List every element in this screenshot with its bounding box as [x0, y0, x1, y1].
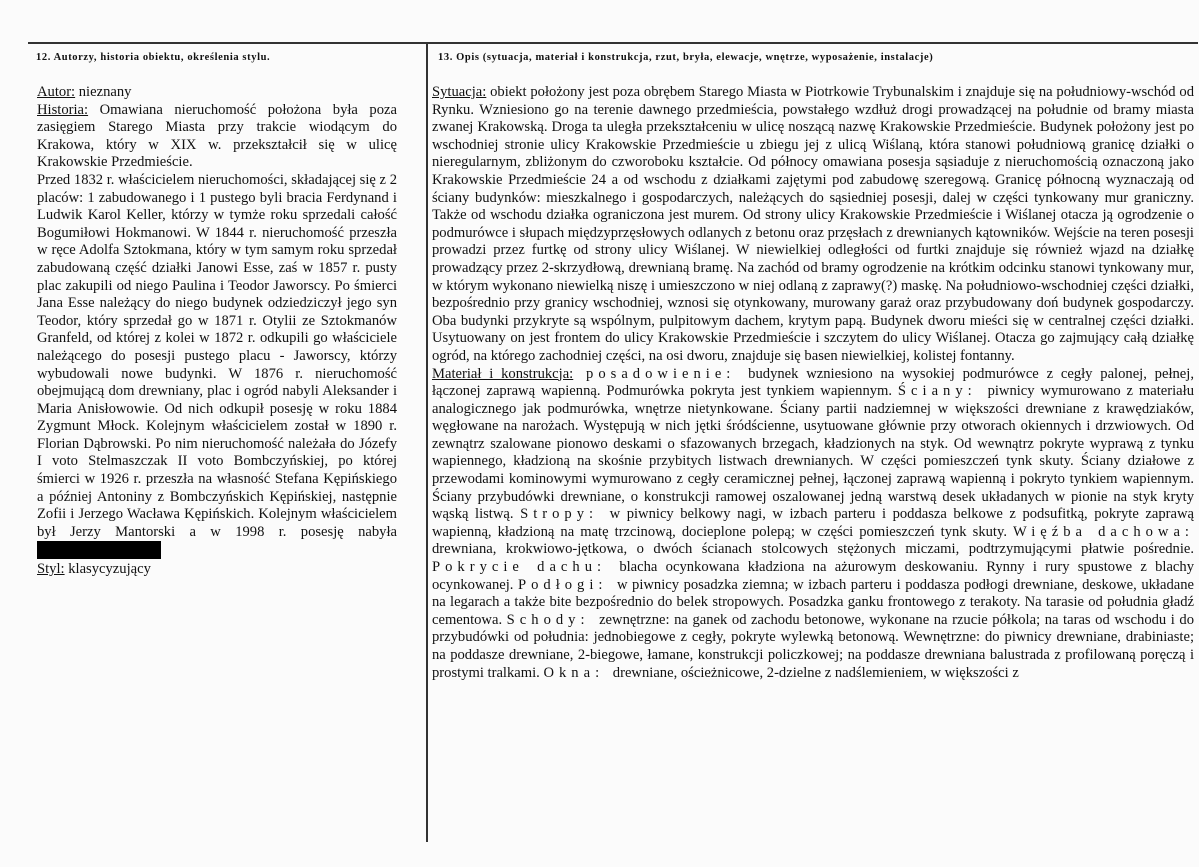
- history-intro-text: Omawiana nieruchomość położona była poza zasięgiem Starego Miasta przy trakcie wiodącym do Krakowa, który w XIX w. przekształcił się w ulicę Krakowskie Przedmieście.: [37, 101, 397, 171]
- floors-label: Podłogi:: [517, 576, 617, 593]
- material-paragraph: [432, 366, 1194, 683]
- author-label: Autor:: [37, 84, 76, 100]
- left-column: [37, 84, 397, 579]
- windows-label: Okna:: [543, 664, 613, 681]
- stairs-text: zewnętrzne: na ganek od zachodu betonowe, wykonane na rzucie półkola; na taras od wschodu i do przybudówki od południa: jednobiegowe z cegły, pokryte wylewką betonową. Wewnętrzne: do piwnicy drewniane, drabiniaste; na poddasze drewniane, 2-biegowe, łamane, konstrukcji policzkowej; na poddasze drewniana balustrada z profilowaną poręczą i prostymi tralkami.: [432, 611, 1194, 681]
- situation-label: Sytuacja:: [432, 84, 487, 100]
- situation-paragraph: [432, 84, 1194, 366]
- history-paragraph: [37, 172, 397, 561]
- roof-truss-text: drewniana, krokwiowo-jętkowa, o dwóch ścianach stolcowych stężonych miczami, podtrzymującymi płatwie pośrednie.: [432, 541, 1194, 558]
- walls-label: Ściany:: [897, 383, 988, 400]
- material-label: Materiał i konstrukcja:: [432, 365, 574, 382]
- history-label: Historia:: [37, 101, 89, 118]
- history-paragraph-text: Przed 1832 r. właścicielem nieruchomości, składającej się z 2 placów: 1 zabudowanego i 1 pustego byli bracia Ferdynand i Ludwik Karol Keller, którzy w tymże roku sprzedali całość Bogumiłowi Hokmanowi. W 1844 r. nieruchomość przeszła w ręce Adolfa Sztokmana, który w tym samym roku sprzedał zabudowaną część działki Janowi Esse, zaś w 1857 r. pusty plac zakupili od niego Paulina i Teodor Jaworscy. Po śmierci Jana Esse należący do niego budynek odziedziczył jego syn Teodor, który sprzedał go w 1871 r. Otylii ze Sztokmanów Granfeld, od której z kolei w 1872 r. odkupili go właściciele należącego do posesji pustego placu - Jaworscy, którzy wybudowali nowe budynki. W 1876 r. nieruchomość obejmującą dom drewniany, plac i ogród nabyli Aleksander i Maria Anisłowowie. Od nich odkupił posesję w roku 1884 Zygmunt Młock. Kolejnym właścicielem został w 1890 r. Florian Dąbrowski. Po nim nieruchomość należała do Józefy I voto Stelmaszczak II voto Bombczyńskiej, po której śmierci w 1926 r. przeszła na własność Stefana Kępińskiego a później Antoniny z Bombczyńskich Kępińskiej, następnie Zofii i Jerzego Wacława Kępińskich. Kolejnym właścicielem był Jerzy Mantorski a w 1998 r. posesję nabyła: [37, 171, 397, 540]
- roofing-label: Pokrycie dachu:: [432, 559, 620, 576]
- floors-text: w piwnicy posadzka ziemna; w izbach parteru i poddasza podłogi drewniane, deskowe, układane na legarach a także bite bezpośrednio do belek stropowych. Posadzka ganku frontowego z terakoty. Na tarasie od południa gładź cementowa.: [432, 576, 1194, 628]
- ceilings-label: Stropy:: [520, 506, 610, 523]
- right-column: [432, 84, 1194, 844]
- stairs-label: Schody:: [506, 611, 600, 628]
- history-intro: [37, 102, 397, 172]
- section-13-heading: 13. Opis (sytuacja, materiał i konstrukcja, rzut, bryła, elewacje, wnętrze, wyposażenie, instalacje): [438, 52, 934, 63]
- foundation-text: budynek wzniesiono na wysokiej podmurówce z cegły palonej, pełnej, łączonej zaprawą wapienną. Podmurówka pokryta jest tynkiem wapiennym.: [432, 365, 1194, 400]
- walls-text: piwnicy wymurowano z materiału analogicznego jak podmurówka, wnętrze nietynkowane. Ściany partii nadziemnej w większości drewniane z krawędziaków, węgłowane na narożach. Występują w nich jętki śródścienne, usytuowane głównie przy otworach okiennych i drzwiowych. Od zewnątrz szalowane pionowo deskami o sfazowanych brzegach, kładzionych na styk. Od wewnątrz pokryte wyprawą z tynku wapiennego, kładzioną na skośnie przybitych listwach drewnianych. W części pomieszczeń tynk skuty. Ściany działowe z przewodami kominowymi wymurowano z cegły ceramicznej pełnej, łączonej zaprawą wapienną i pokryto tynkiem wapiennym. Ściany przybudówki drewniane, o konstrukcji ramowej oszalowanej jedną warstwą desek układanych w pionie na styk kryty wąską listwą.: [432, 383, 1194, 523]
- style-label: Styl:: [37, 561, 65, 578]
- roof-truss-label: Więźba dachowa:: [1013, 523, 1194, 540]
- column-divider: [426, 42, 428, 842]
- top-rule: [28, 42, 1198, 44]
- style-line: [37, 561, 397, 579]
- section-12-heading: 12. Autorzy, historia obiektu, określenia stylu.: [36, 52, 271, 63]
- author-value: nieznany: [75, 84, 132, 100]
- ceilings-text: w piwnicy belkowy nagi, w izbach parteru i poddasza belkowe z podsufitką, pokryte zaprawą wapienną, kładzioną na matę trzcinową, docieplone polepą; w części pomieszczeń tynk skuty.: [432, 506, 1194, 540]
- windows-text: drewniane, ościeżnicowe, 2-dzielne z nadślemieniem, w większości z: [612, 664, 1019, 681]
- situation-text: obiekt położony jest poza obrębem Starego Miasta w Piotrkowie Trybunalskim i znajduje się na południowy-wschód od Rynku. Wzniesiono go na terenie dawnego przedmieścia, powstałego wzdłuż drogi prowadzącej na południe od bramy miasta zwanej Krakowską. Droga ta uległa przekształceniu w ulicę noszącą nazwę Krakowskie Przedmieście. Budynek położony jest po wschodniej stronie ulicy Krakowskie Przedmieście u zbiegu jej z ulicą Wiślaną, która stanowi południową granicę działki o nieregularnym, zbliżonym do czworoboku kształcie. Od północy omawiana posesja sąsiaduje z nieruchomością oznaczoną jako Krakowskie Przedmieście 24 a od wschodu z działkami zajętymi pod zabudowę szeregową. Granicę północną wyznaczają od ściany budynków: mieszkalnego i gospodarczych, należących do sąsiedniej posesji, dalej w części tynkowany mur graniczny. Także od wschodu działka ograniczona jest murem. Od strony ulicy Krakowskie Przedmieście i Wiślanej otacza ją ogrodzenie o podmurówce i słupach międzyprzęsłowych odlanych z betonu oraz przęsłach z drewnianych kątowników. Wejście na teren posesji prowadzi przez furtkę od strony ulicy Wiślanej. W niewielkiej odległości od furtki znajduje się również wjazd na działkę prowadzący przez 2-skrzydłową, drewnianą bramę. Na zachód od bramy ogrodzenie na krótkim odcinku stanowi tynkowany mur, w którym wykonano niewielką niszę i umieszczono w niej odlaną z zaprawy(?) maskę. Na południowo-wschodniej części działki, bezpośrednio przy granicy wschodniej, wznosi się otynkowany, murowany garaż oraz przybudowany doń budynek gospodarczy. Oba budynki przykryte są wspólnym, pulpitowym dachem, krytym papą. Budynek dworu mieści się w centralnej części działki. Usytuowany on jest frontem do ulicy Krakowskie Przedmieście i szczytem do ulicy Wiślanej. Otacza go zajmujący całą działkę ogród, na którego zachodniej części, na osi dworu, znajduje się basen niewielkiej, kolistej fontanny.: [432, 84, 1194, 364]
- style-value: klasycyzujący: [64, 561, 151, 578]
- roofing-text: blacha ocynkowana kładziona na ażurowym deskowaniu. Rynny i rury spustowe z blachy ocynkowanej.: [432, 559, 1194, 593]
- foundation-label: posadowienie:: [573, 365, 749, 382]
- author-line: [37, 84, 397, 102]
- redaction-bar: [37, 541, 161, 559]
